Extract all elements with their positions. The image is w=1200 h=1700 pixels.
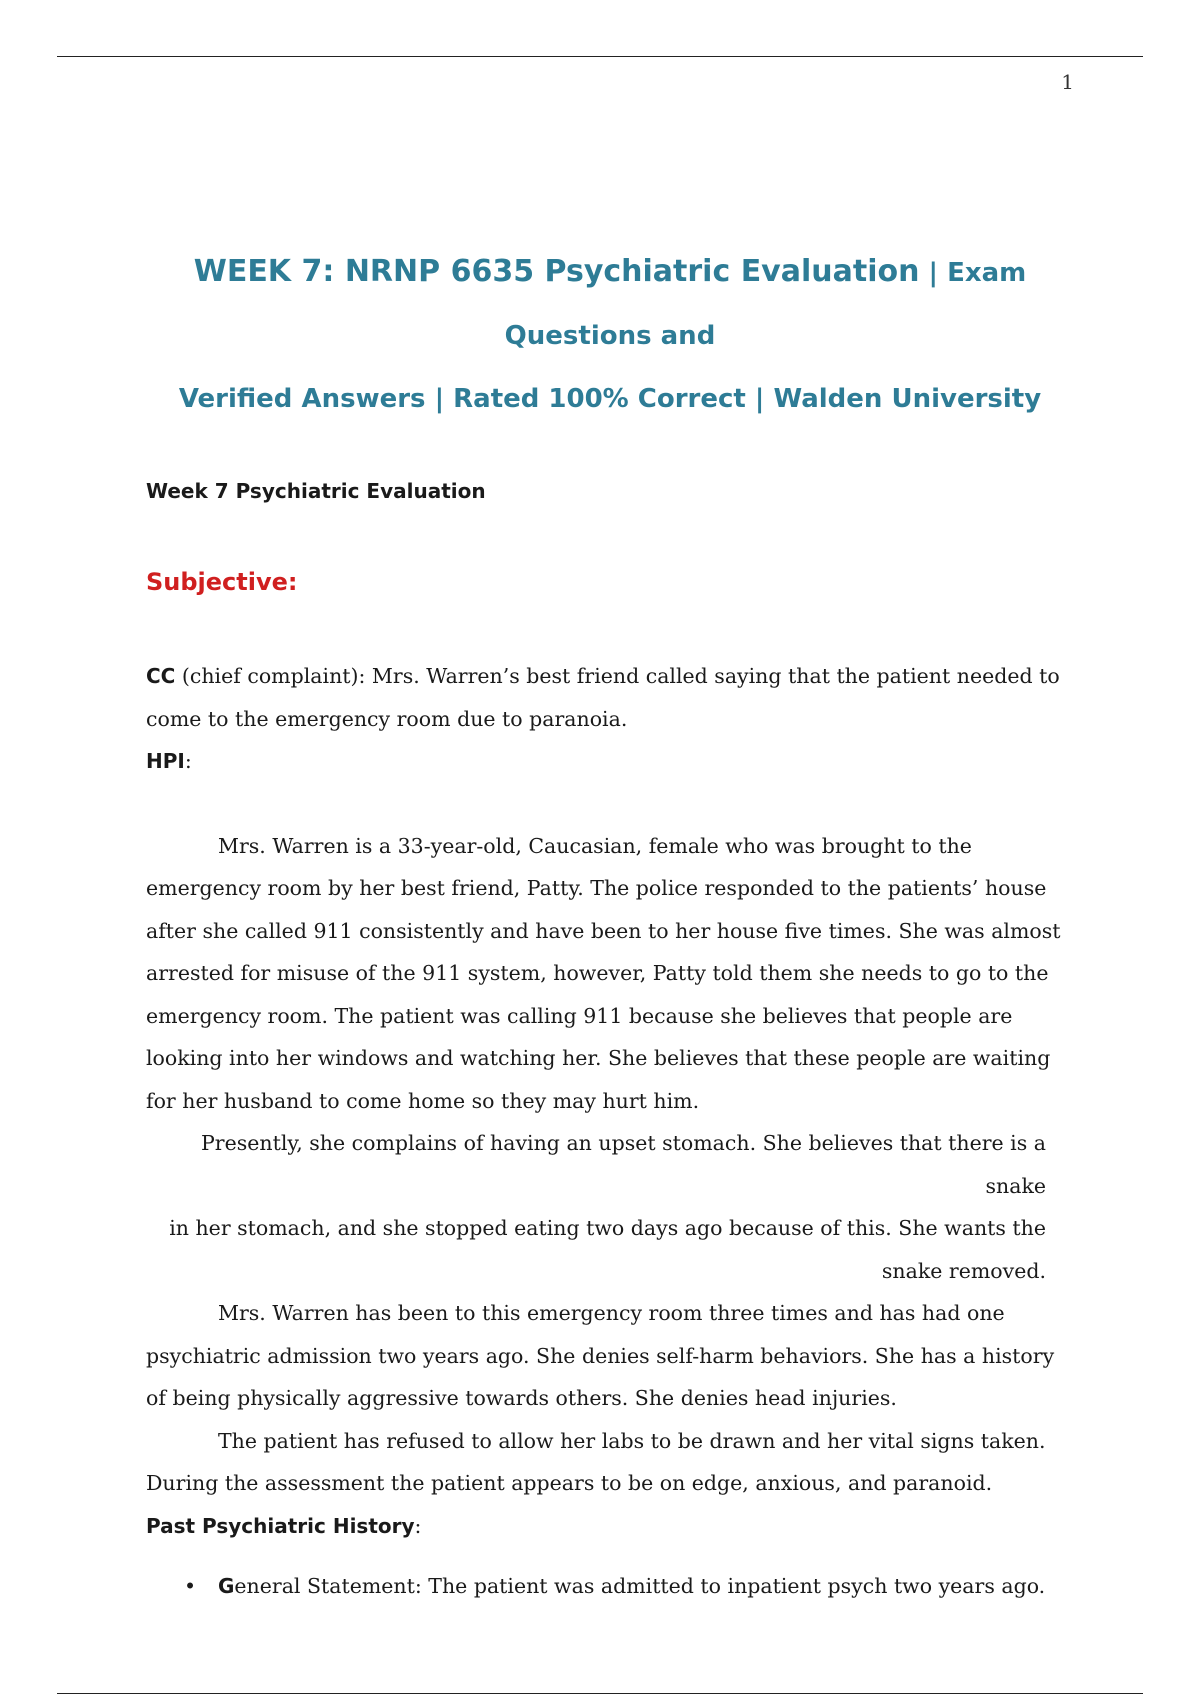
title-line-1 [140, 240, 1080, 368]
hpi-p2-line-1: Presently, she complains of having an upset stomach. She believes that there is a snake [201, 1131, 1046, 1198]
hpi-paragraph-4: The patient has refused to allow her labs to be drawn and her vital signs taken. During the assessment the patient appears to be on edge, anxious, and paranoid. [146, 1428, 1046, 1495]
header-rule [57, 56, 1143, 57]
pph-label: Past Psychiatric History [146, 1513, 415, 1538]
cc-label: CC [146, 664, 176, 688]
bullet-text: eneral Statement: The patient was admitted to inpatient psych two years ago. [234, 1574, 1046, 1598]
hpi-paragraph-3: Mrs. Warren has been to this emergency room three times and has had one psychiatric admission two years ago. She denies self-harm behaviors. She has a history of being physically aggressive towards others. She denies head injuries. [146, 1301, 1055, 1410]
hpi-heading [146, 740, 1076, 783]
list-item [146, 1565, 1076, 1608]
past-psychiatric-history-heading [146, 1505, 1076, 1548]
evaluation-subtitle: Week 7 Psychiatric Evaluation [146, 479, 486, 503]
pph-colon: : [414, 1513, 422, 1538]
title-line-2: Verified Answers | Rated 100% Correct | Walden University [178, 384, 1042, 414]
hpi-paragraph-2 [146, 1122, 1076, 1292]
bullet-initial: G [218, 1574, 235, 1598]
hpi-colon: : [184, 749, 192, 773]
title-part-2: | Exam Questions and [504, 258, 1027, 351]
page-number: 1 [1061, 70, 1074, 94]
bullet-icon: • [184, 1574, 197, 1598]
chief-complaint [146, 655, 1076, 740]
document-body [146, 470, 1076, 1608]
hpi-paragraph-1: Mrs. Warren is a 33-year-old, Caucasian, female who was brought to the emergency room by her best friend, Patty. The police responded to the patients’ house after she called 911 consistently and have been to her house five times. She was almost arrested for misuse of the 911 system, however, Patty told them she needs to go to the emergency room. The patient was calling 911 because she believes that people are looking into her windows and watching her. She believes that these people are waiting for her husband to come home so they may hurt him. [146, 833, 1061, 1113]
hpi-p2-line-3: snake removed. [881, 1258, 1046, 1283]
footer-rule [57, 1693, 1143, 1694]
subjective-heading: Subjective: [146, 567, 298, 596]
hpi-p2-line-2: in her stomach, and she stopped eating two days ago because of this. She wants the [169, 1216, 1046, 1240]
spacer [146, 783, 1076, 825]
pph-list [146, 1565, 1076, 1608]
document-title [140, 240, 1080, 431]
title-part-1: WEEK 7: NRNP 6635 Psychiatric Evaluation [193, 254, 920, 289]
hpi-label: HPI [146, 749, 185, 773]
cc-text: (chief complaint): Mrs. Warren’s best friend called saying that the patient needed to come to the emergency room due to paranoia. [146, 664, 1060, 731]
